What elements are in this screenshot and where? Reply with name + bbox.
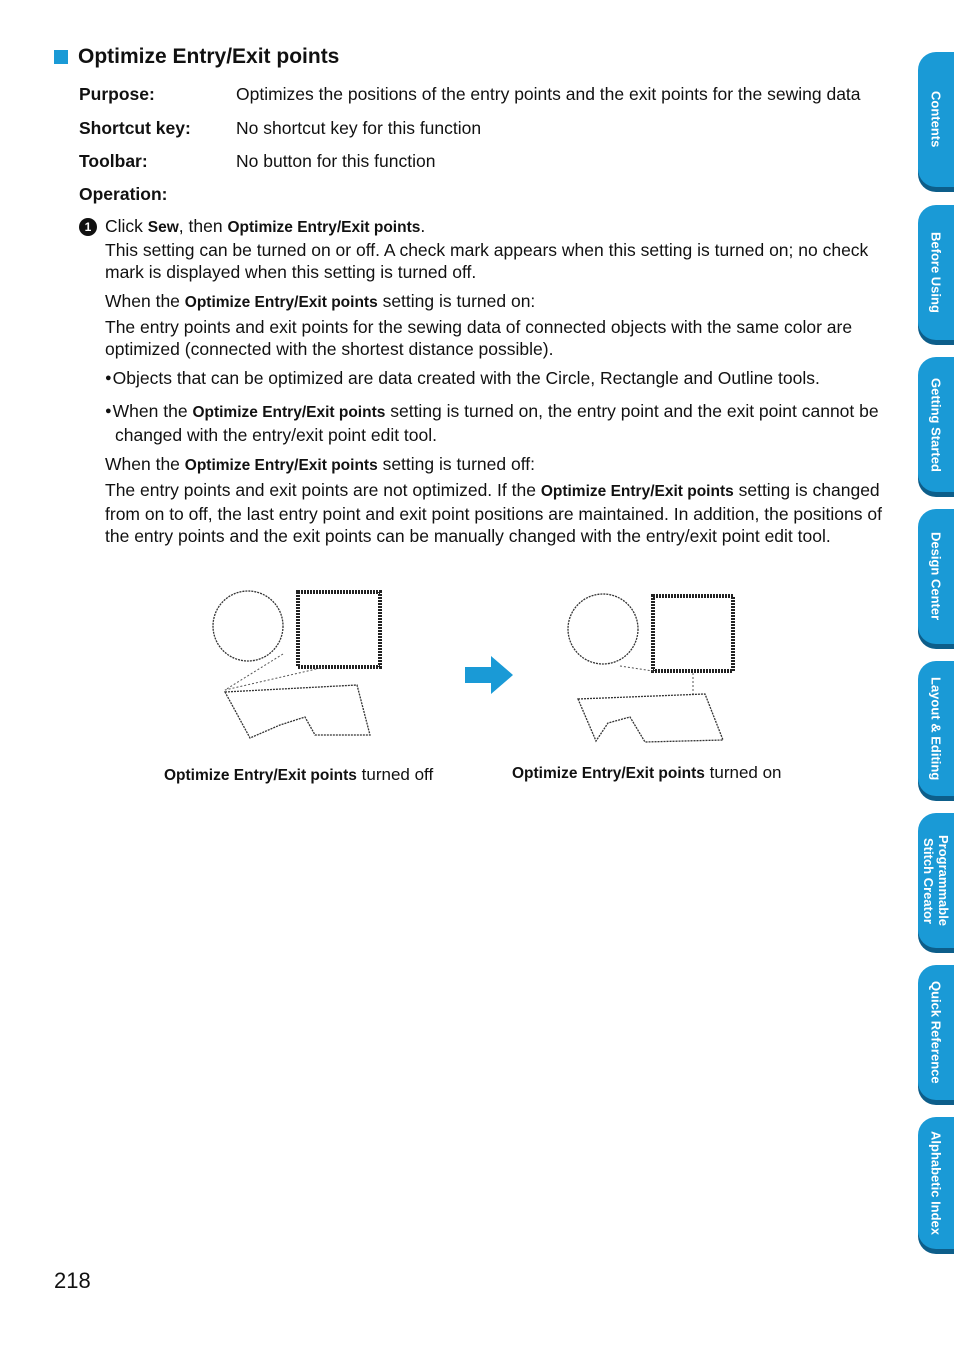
tab-quick-reference[interactable] bbox=[918, 965, 954, 1100]
bullet-2 bbox=[105, 400, 915, 446]
p3-command: Optimize Entry/Exit points bbox=[540, 483, 734, 500]
caption-on-text: turned on bbox=[704, 763, 782, 782]
tab-before-using[interactable] bbox=[918, 205, 954, 340]
caption-off-text: turned off bbox=[356, 765, 434, 784]
p3-post: setting is changed from on to off, the last entry point and exit point positions are maintained. In addition, the positions of the entry points and the exit points can be manually changed with the entry/exit point edit tool. bbox=[105, 480, 882, 546]
when-on-command: Optimize Entry/Exit points bbox=[184, 294, 378, 311]
page-number: 218 bbox=[54, 1268, 91, 1293]
paragraph-toggle-info: This setting can be turned on or off. A check mark appears when this setting is turned on; no check mark is displayed when this setting is turned off. bbox=[105, 240, 869, 282]
operation-label: Operation: bbox=[79, 184, 168, 204]
when-off-command: Optimize Entry/Exit points bbox=[184, 457, 378, 474]
heading-square-icon bbox=[54, 50, 68, 64]
outline-shape bbox=[578, 694, 723, 742]
paragraph-optimized: The entry points and exit points for the sewing data of connected objects with the same color are optimized (connected with the shortest distance possible). bbox=[105, 317, 853, 359]
bullet-icon: ● bbox=[105, 405, 112, 417]
tab-label: Design Center bbox=[928, 532, 944, 621]
section-heading bbox=[54, 45, 339, 69]
step-then-text: , then bbox=[178, 216, 228, 236]
illustration-off bbox=[205, 582, 385, 742]
heading-title: Optimize Entry/Exit points bbox=[78, 45, 340, 68]
bullet-icon: ● bbox=[105, 372, 112, 384]
caption-off-command: Optimize Entry/Exit points bbox=[164, 767, 357, 784]
right-arrow-icon bbox=[465, 656, 513, 694]
step-command: Optimize Entry/Exit points bbox=[227, 219, 421, 236]
bullet-1-text: Objects that can be optimized are data created with the Circle, Rectangle and Outline tools. bbox=[112, 368, 820, 388]
paragraph-not-optimized bbox=[105, 479, 905, 547]
step-number-icon: 1 bbox=[79, 218, 97, 236]
p3-pre: The entry points and exit points are not optimized. If the bbox=[105, 480, 541, 500]
square-shape bbox=[653, 596, 733, 671]
tab-contents[interactable] bbox=[918, 52, 954, 187]
tab-design-center[interactable] bbox=[918, 509, 954, 644]
tab-label: Quick Reference bbox=[928, 981, 944, 1084]
illustration-on bbox=[560, 586, 740, 746]
shortcut-label: Shortcut key: bbox=[79, 118, 191, 138]
caption-on bbox=[512, 763, 781, 783]
step-period: . bbox=[420, 216, 426, 236]
tab-label: Contents bbox=[928, 91, 944, 148]
bullet-2-post: setting is turned on, the entry point and the exit point cannot be changed with the entry/exit point edit tool. bbox=[115, 401, 879, 445]
connecting-lines bbox=[225, 654, 325, 690]
toolbar-label: Toolbar: bbox=[79, 151, 148, 171]
caption-off bbox=[164, 765, 433, 785]
bullet-1 bbox=[105, 367, 915, 389]
tab-alphabetic-index[interactable] bbox=[918, 1117, 954, 1249]
when-on-pre: When the bbox=[105, 291, 185, 311]
tab-label: Before Using bbox=[928, 232, 944, 313]
when-on-line bbox=[105, 290, 905, 314]
when-off-pre: When the bbox=[105, 454, 185, 474]
step-1 bbox=[79, 215, 425, 239]
tab-getting-started[interactable] bbox=[918, 357, 954, 492]
connecting-lines bbox=[620, 666, 653, 671]
circle-shape bbox=[213, 591, 283, 661]
step-sew-menu: Sew bbox=[147, 219, 179, 236]
bullet-2-command: Optimize Entry/Exit points bbox=[192, 404, 386, 421]
tab-layout-editing[interactable] bbox=[918, 661, 954, 796]
tab-label: Programmable Stitch Creator bbox=[921, 834, 951, 927]
outline-shape bbox=[225, 685, 370, 738]
shortcut-value: No shortcut key for this function bbox=[236, 118, 482, 138]
tab-programmable-stitch-creator[interactable] bbox=[918, 813, 954, 948]
when-off-line bbox=[105, 453, 905, 477]
bullet-2-pre: When the bbox=[112, 401, 193, 421]
caption-on-command: Optimize Entry/Exit points bbox=[512, 765, 705, 782]
tab-label: Layout & Editing bbox=[928, 676, 944, 781]
toolbar-value: No button for this function bbox=[236, 151, 436, 171]
when-off-post: setting is turned off: bbox=[377, 454, 535, 474]
purpose-label: Purpose: bbox=[79, 84, 155, 104]
square-shape bbox=[298, 592, 380, 667]
purpose-value: Optimizes the positions of the entry points and the exit points for the sewing data bbox=[236, 84, 861, 104]
step-click-text: Click bbox=[105, 216, 148, 236]
tab-label: Alphabetic Index bbox=[928, 1130, 944, 1236]
when-on-post: setting is turned on: bbox=[377, 291, 536, 311]
tab-label: Getting Started bbox=[928, 377, 944, 472]
circle-shape bbox=[568, 594, 638, 664]
